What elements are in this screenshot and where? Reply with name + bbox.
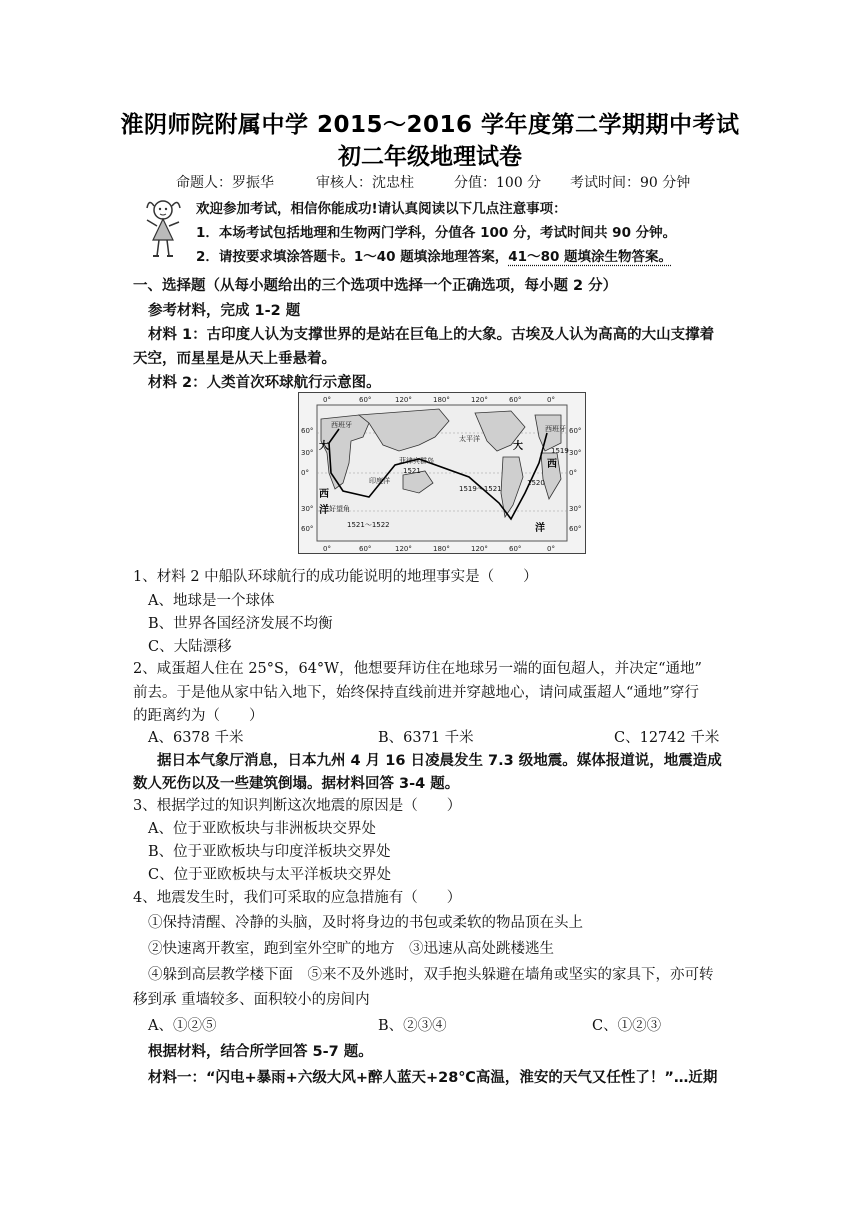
q4-option-b: B、②③④: [378, 1018, 447, 1034]
map-label-yang-right: 洋: [535, 523, 545, 534]
map-label-cape: 好望角: [329, 505, 350, 513]
lon-bottom-0: 0°: [323, 545, 331, 553]
notice-item-2-part-b: 41～80 题填涂生物答案。: [508, 249, 673, 265]
map-label-1521-1522: 1521～1522: [347, 521, 390, 529]
lon-top-0: 0°: [323, 396, 331, 404]
reviewer-label: 审核人：沈忠柱: [316, 175, 414, 191]
reference-5-7: 根据材料，结合所学回答 5-7 题。: [148, 1044, 373, 1060]
q3-option-a: A、位于亚欧板块与非洲板块交界处: [148, 821, 376, 837]
notice-item-1: 1．本场考试包括地理和生物两门学科，分值各 100 分，考试时间共 90 分钟。: [196, 225, 677, 241]
material-one-line: 材料一：“闪电+暴雨+六级大风+醉人蓝天+28℃高温，淮安的天气又任性了！”…近期: [148, 1070, 718, 1086]
q4-option-a: A、①②⑤: [148, 1018, 217, 1034]
q1-option-a: A、地球是一个球体: [148, 593, 275, 609]
question-2-line-1: 2、咸蛋超人住在 25°S，64°W，他想要拜访住在地球另一端的面包超人，并决定“通地”: [133, 661, 702, 677]
map-label-xi-right: 西: [547, 459, 557, 470]
q1-option-c: C、大陆漂移: [148, 639, 232, 655]
q2-option-c: C、12742 千米: [614, 730, 720, 746]
voyage-map: [298, 392, 586, 554]
lon-top-4: 120°: [471, 396, 488, 404]
lon-bottom-5: 60°: [509, 545, 522, 553]
girl-illustration: [145, 196, 183, 260]
lon-top-1: 60°: [359, 396, 372, 404]
reference-line: 参考材料，完成 1-2 题: [148, 303, 301, 319]
lat-left-3: 30°: [301, 505, 314, 513]
lat-left-2: 0°: [301, 469, 309, 477]
lat-left-0: 60°: [301, 427, 314, 435]
lon-top-2: 120°: [395, 396, 412, 404]
map-label-pacific: 太平洋: [459, 435, 480, 443]
exam-title: 淮阴师院附属中学 2015～2016 学年度第二学期期中考试: [120, 112, 740, 138]
map-label-philippines: 菲律宾群岛: [399, 457, 434, 465]
lon-bottom-6: 0°: [547, 545, 555, 553]
question-2-line-2: 前去。于是他从家中钻入地下，始终保持直线前进并穿越地心，请问咸蛋超人“通地”穿行: [133, 685, 699, 701]
material-2-line: 材料 2：人类首次环球航行示意图。: [148, 375, 381, 391]
news-line-2: 数人死伤以及一些建筑倒塌。据材料回答 3-4 题。: [133, 776, 460, 792]
q1-option-b: B、世界各国经济发展不均衡: [148, 616, 333, 632]
map-label-1520: 1520: [527, 479, 545, 487]
lat-left-1: 30°: [301, 449, 314, 457]
map-label-xi-left: 西: [319, 489, 329, 500]
question-3: 3、根据学过的知识判断这次地震的原因是（ ）: [133, 798, 462, 814]
notice-welcome: 欢迎参加考试，相信你能成功!请认真阅读以下几点注意事项：: [196, 201, 567, 217]
map-label-1519-1521: 1519～1521: [459, 485, 502, 493]
q2-option-b: B、6371 千米: [378, 730, 474, 746]
q2-option-a: A、6378 千米: [148, 730, 244, 746]
q4-measure-2-3: ②快速离开教室，跑到室外空旷的地方 ③迅速从高处跳楼逃生: [148, 941, 554, 957]
q4-measure-1: ①保持清醒、冷静的头脑，及时将身边的书包或柔软的物品顶在头上: [148, 915, 583, 931]
question-4: 4、地震发生时，我们可采取的应急措施有（ ）: [133, 890, 462, 906]
exam-subtitle: 初二年级地理试卷: [338, 144, 522, 170]
lat-right-0: 60°: [569, 427, 582, 435]
notice-item-2-part-a: 2．请按要求填涂答题卡。1～40 题填涂地理答案，: [196, 249, 509, 265]
q4-measure-4-5-line-2: 移到承 重墙较多、面积较小的房间内: [133, 992, 370, 1008]
question-1: 1、材料 2 中船队环球航行的成功能说明的地理事实是（ ）: [133, 569, 538, 585]
author-label: 命题人：罗振华: [176, 175, 274, 191]
map-label-spain-left: 西班牙: [331, 421, 352, 429]
material-1-line-1: 材料 1：古印度人认为支撑世界的是站在巨龟上的大象。古埃及人认为高高的大山支撑着: [148, 327, 715, 343]
lat-right-2: 0°: [569, 469, 577, 477]
section-heading: 一、选择题（从每小题给出的三个选项中选择一个正确选项，每小题 2 分）: [133, 278, 618, 294]
q3-option-c: C、位于亚欧板块与太平洋板块交界处: [148, 867, 392, 883]
q4-option-c: C、①②③: [592, 1018, 662, 1034]
lat-right-1: 30°: [569, 449, 582, 457]
lat-right-4: 60°: [569, 525, 582, 533]
news-line-1: 据日本气象厅消息，日本九州 4 月 16 日凌晨发生 7.3 级地震。媒体报道说，地震造成: [157, 753, 722, 769]
lon-bottom-2: 120°: [395, 545, 412, 553]
lat-right-3: 30°: [569, 505, 582, 513]
map-label-1519: 1519: [551, 447, 569, 455]
lon-top-3: 180°: [433, 396, 450, 404]
time-label: 考试时间：90 分钟: [570, 175, 691, 191]
q4-measure-4-5-line-1: ④躲到高层教学楼下面 ⑤来不及外逃时，双手抱头躲避在墙角或坚实的家具下，亦可转: [148, 967, 714, 983]
map-label-da-right: 大: [513, 441, 523, 452]
lat-left-4: 60°: [301, 525, 314, 533]
map-label-yang-left: 洋: [319, 505, 329, 516]
map-label-indian: 印度洋: [369, 477, 390, 485]
lon-bottom-4: 120°: [471, 545, 488, 553]
notice-item-2: [196, 248, 672, 266]
material-1-line-2: 天空，而星星是从天上垂悬着。: [133, 351, 336, 367]
lon-top-5: 60°: [509, 396, 522, 404]
lon-bottom-1: 60°: [359, 545, 372, 553]
lon-bottom-3: 180°: [433, 545, 450, 553]
q3-option-b: B、位于亚欧板块与印度洋板块交界处: [148, 844, 391, 860]
map-label-1521: 1521: [403, 467, 421, 475]
score-label: 分值：100 分: [454, 175, 542, 191]
map-label-da-left: 大: [319, 441, 329, 452]
lon-top-6: 0°: [547, 396, 555, 404]
map-label-spain-right: 西班牙: [545, 425, 566, 433]
question-2-line-3: 的距离约为（ ）: [133, 708, 264, 724]
